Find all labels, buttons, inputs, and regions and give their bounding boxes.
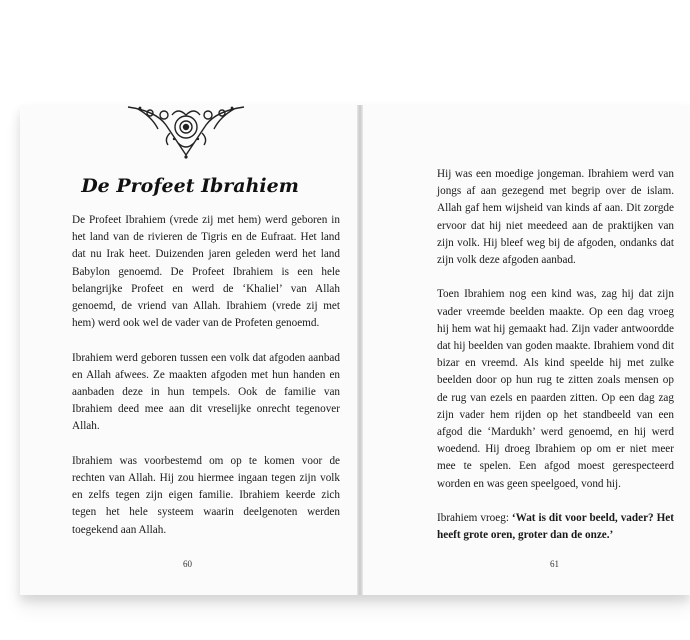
dialogue-lead: Ibrahiem vroeg: — [437, 512, 512, 525]
book-spine-gutter — [357, 105, 363, 595]
paragraph: Ibrahiem werd geboren tussen een volk dat afgoden aanbad en Allah afwees. Ze maakten afgoden met hun handen en aanbaden deze in hun tempels. Ook de familie van Ibrahiem deed mee aan dit vreselijke onrecht tegenover Allah. — [72, 351, 340, 433]
left-page-body — [72, 212, 340, 539]
paragraph: Ibrahiem was voorbestemd om op te komen voor de rechten van Allah. Hij zou hiermee ingaan tegen zijn volk en zelfs tegen zijn eigen familie. Ibrahiem keerde zich tegen het hele systeem waarin deelgenoten werden toegekend aan Allah. — [72, 454, 340, 536]
paragraph: De Profeet Ibrahiem (vrede zij met hem) werd geboren in het land van de rivieren de Tigris en de Eufraat. Het land dat nu Irak heet. Duizenden jaren geleden werd het land Babylon genoemd. De Profeet Ibrahiem is een hele belangrijke Profeet en werd de ‘Khaliel’ van Allah genoemd, de vriend van Allah. Ibrahiem (vrede zij met hem) werd ook wel de vader van de Profeten genoemd. — [72, 214, 340, 330]
open-book — [20, 105, 690, 595]
dialogue-quote: ‘Wat is dit voor beeld, vader? Het heeft grote oren, groter dan de onze.’ — [437, 512, 674, 542]
left-page — [20, 105, 360, 595]
chapter-title: De Profeet Ibrahiem — [81, 175, 299, 197]
paragraph-dialogue — [437, 510, 674, 544]
paragraph: Toen Ibrahiem nog een kind was, zag hij dat zijn vader vreemde beelden maakte. Op een dag vroeg hij hem wat hij gemaakt had. Zijn vader antwoordde dat hij beelden van goden maakte. Ibrahiem vond dit bizar en vreemd. Als kind speelde hij met zulke beelden door op hun rug te zitten zoals mensen op de rug van ezels en paarden zitten. Op een dag zag zijn vader hem rijden op het standbeeld van een afgod die ‘Mardukh’ werd genoemd, en hij werd woedend. Hij droeg Ibrahiem op om er niet meer mee te spelen. Een afgod moest gerespecteerd worden en was geen speelgoed, vond hij. — [437, 288, 674, 490]
right-page-body — [437, 166, 674, 544]
right-page — [360, 105, 690, 595]
page-number: 61 — [550, 559, 559, 569]
paragraph: Hij was een moedige jongeman. Ibrahiem werd van jongs af aan gezegend met begrip over de islam. Allah gaf hem wijsheid van kinds af aan. Dit zorgde ervoor dat hij niet meedeed aan de praktijken van zijn volk. Hij bleef weg bij de afgoden, ondanks dat zijn volk deze afgoden aanbad. — [437, 168, 674, 267]
page-number: 60 — [183, 559, 192, 569]
floral-ornament-icon — [126, 105, 246, 161]
